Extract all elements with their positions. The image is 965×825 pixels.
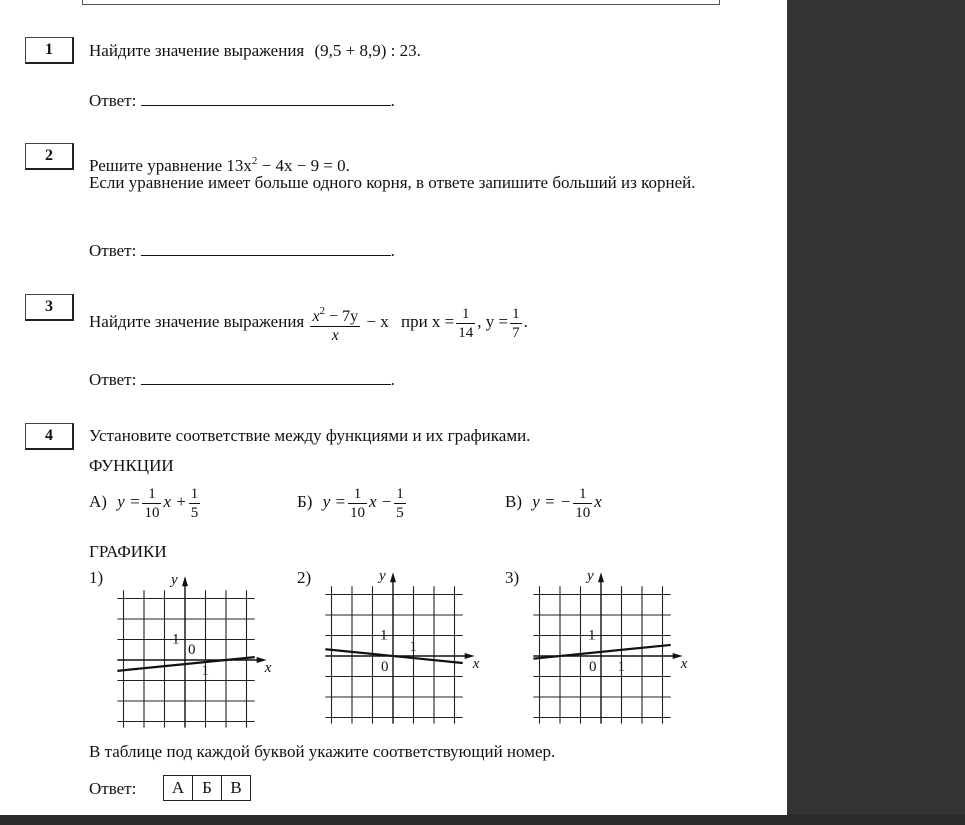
task-2-text: Решите уравнение xyxy=(89,156,223,175)
task-3-question: Найдите значение выражения $\frac{x^2 - 7y}{x}$ − x при x = $\frac{1}{14}$ , y = $\frac{1}{7}$ . xyxy=(89,300,528,345)
graph-2-y-label: y xyxy=(379,568,386,585)
answer-table-header-a: А xyxy=(164,776,193,801)
graphs-heading: ГРАФИКИ xyxy=(89,542,167,561)
function-a: А) y = $\frac{1}{10}$ x + $\frac{1}{5}$ xyxy=(89,485,199,521)
graph-2-x-label: x xyxy=(472,656,480,672)
graph-1-origin-label: 0 xyxy=(188,642,196,658)
task-1-answer: Ответ: . xyxy=(89,91,395,110)
task-2-condition: Если уравнение имеет больше одного корня, в ответе запишите больший из корней. xyxy=(89,173,696,192)
task-number-1: 1 xyxy=(25,37,74,64)
task-number-3: 3 xyxy=(25,294,74,321)
graph-3-label: 3) xyxy=(505,568,520,587)
graph-3-y-arrow xyxy=(598,572,604,582)
graph-1-x-tick-1: 1 xyxy=(201,663,209,679)
task-3-text: Найдите значение выражения xyxy=(89,312,305,331)
answer-table-header-v: В xyxy=(222,776,251,801)
task-3-fraction: $\frac{x^2 - 7y}{x}$ xyxy=(312,304,359,344)
functions-heading: ФУНКЦИИ xyxy=(89,456,174,475)
task-4-answer-label: Ответ: xyxy=(89,779,137,798)
graph-3-x-label: x xyxy=(680,656,688,672)
graph-3-origin-label: 0 xyxy=(589,659,597,675)
task-3-x-value: $\frac{1}{14}$ xyxy=(458,305,474,341)
viewer-bottom-bar xyxy=(0,815,965,825)
graph-2-x-tick-1: 1 xyxy=(409,639,417,655)
task-3-answer: Ответ: . xyxy=(89,370,395,389)
function-v: В) y = − $\frac{1}{10}$ x xyxy=(505,485,602,521)
graph-1-y-tick-1: 1 xyxy=(172,631,180,648)
answer-table xyxy=(163,775,251,801)
graph-1-function-line xyxy=(117,657,254,671)
graph-1-y-label: y xyxy=(171,572,178,589)
graph-3-x-tick-1: 1 xyxy=(617,659,625,675)
function-b: Б) y = $\frac{1}{10}$ x − $\frac{1}{5}$ xyxy=(297,485,404,521)
task-1-expression: (9,5 + 8,9) : 23. xyxy=(314,41,421,60)
graph-2-label: 2) xyxy=(297,568,312,587)
graph-1-y-arrow xyxy=(182,576,188,586)
graph-2-y-arrow xyxy=(390,572,396,582)
task-3-answer-label: Ответ: xyxy=(89,370,137,389)
graph-3-y-tick-1: 1 xyxy=(588,627,596,644)
graph-1-label: 1) xyxy=(89,568,104,587)
viewer-side-panel xyxy=(787,0,965,815)
graph-3-y-label: y xyxy=(587,568,594,585)
graph-1-x-label: x xyxy=(264,660,272,676)
task-number-4: 4 xyxy=(25,423,74,450)
answer-table-header-b: Б xyxy=(193,776,222,801)
graph-2-origin-label: 0 xyxy=(381,659,389,675)
graph-2-y-tick-1: 1 xyxy=(380,627,388,644)
task-1-answer-label: Ответ: xyxy=(89,91,137,110)
task-4-text: Установите соответствие между функциями и их графиками. xyxy=(89,426,531,445)
task-number-2: 2 xyxy=(25,143,74,170)
task-2-answer-label: Ответ: xyxy=(89,241,137,260)
task-1-text: Найдите значение выражения xyxy=(89,41,305,60)
task-3-y-value: $\frac{1}{7}$ xyxy=(512,305,520,341)
task-2-equation: $13x^2 - 4x - 9 = 0$. xyxy=(226,155,350,175)
task-4-table-instruction: В таблице под каждой буквой укажите соответствующий номер. xyxy=(89,742,556,761)
task-2-answer: Ответ: . xyxy=(89,241,395,260)
